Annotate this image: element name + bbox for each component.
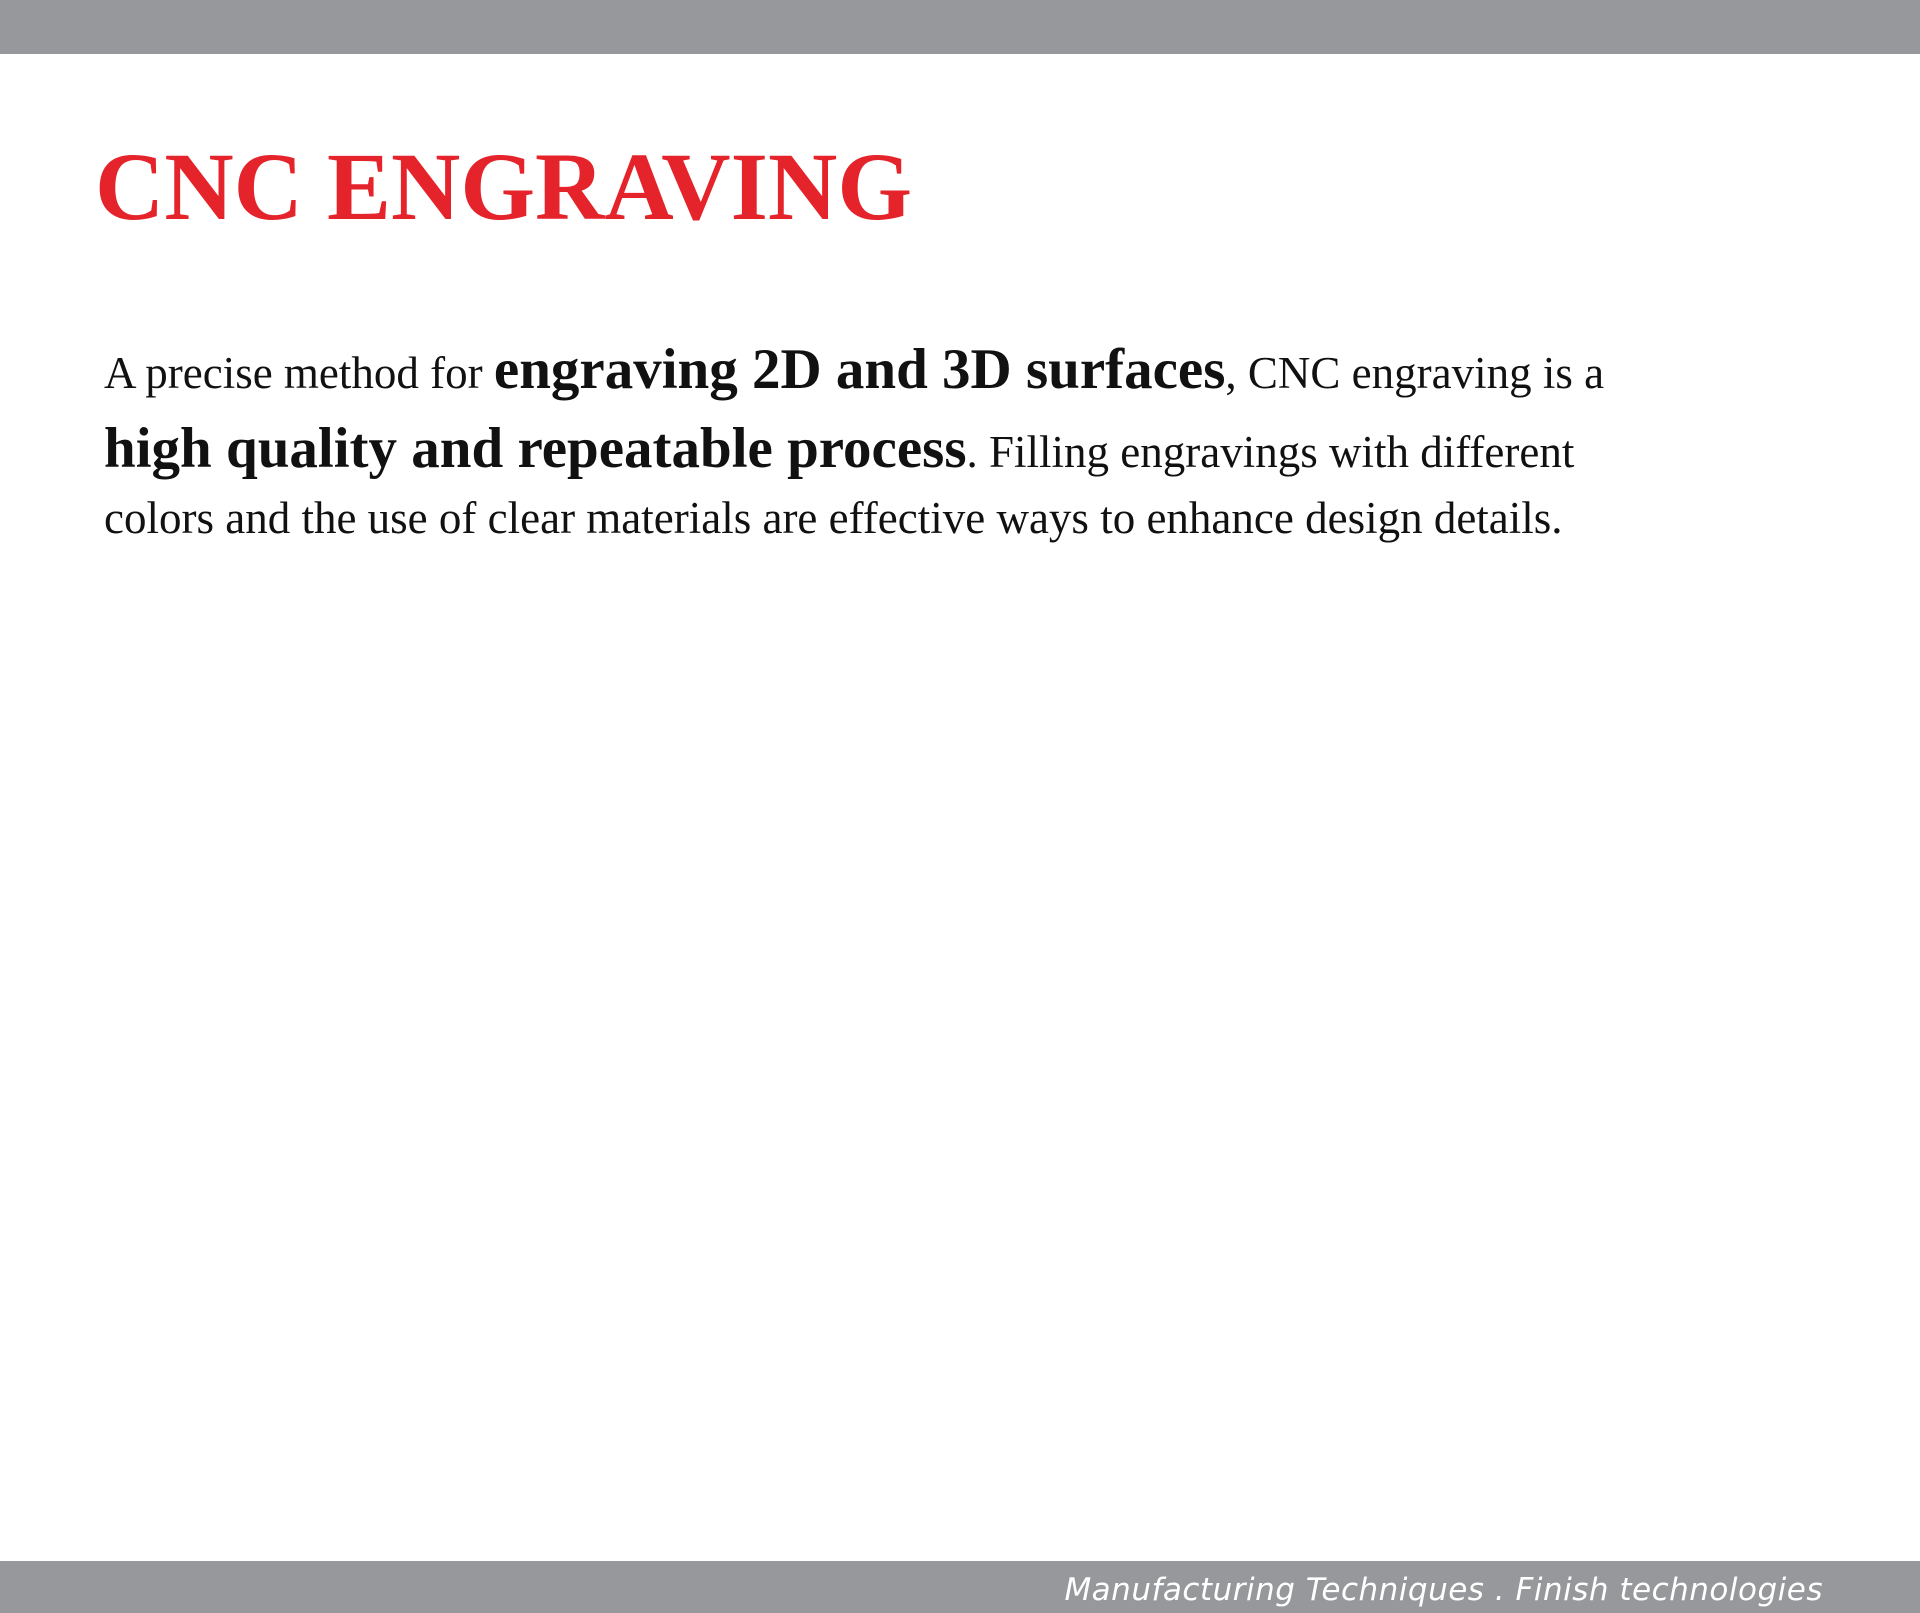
body-paragraph — [104, 330, 1804, 548]
top-bar — [0, 0, 1920, 54]
body-line-1-post: , CNC engraving is a — [1225, 348, 1605, 398]
body-line-2-post: . Filling engravings with different — [966, 427, 1575, 477]
footer-bar — [0, 1561, 1920, 1613]
footer-caption: Manufacturing Techniques . Finish technologies — [1064, 1572, 1823, 1608]
body-line-1 — [104, 330, 1804, 413]
body-line-2-emphasis: high quality and repeatable process — [104, 417, 967, 480]
body-line-1-pre: A precise method for — [104, 348, 494, 398]
body-line-1-emphasis: engraving 2D and 3D surfaces — [493, 338, 1226, 401]
body-line-3: colors and the use of clear materials are effective ways to enhance design details. — [104, 493, 1563, 543]
page-title: CNC ENGRAVING — [95, 133, 912, 240]
body-line-2 — [104, 413, 1804, 488]
